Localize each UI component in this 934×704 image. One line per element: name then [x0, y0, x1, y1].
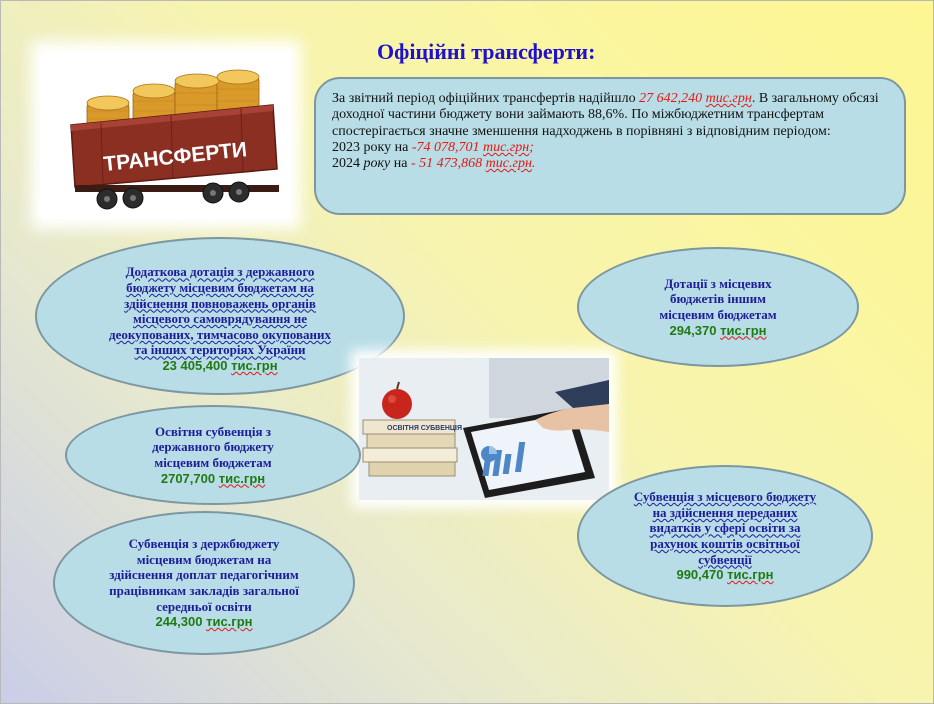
books-label: ОСВІТНЯ СУБВЕНЦІЯ — [387, 425, 463, 432]
teacher-payments-amount: 244,300 — [155, 614, 203, 630]
comparison-2024-unit: тис.грн — [485, 156, 532, 172]
teacher-payments-unit: тис.грн — [206, 614, 253, 630]
teacher-payments-text: Субвенція з держбюджету місцевим бюджетам на здійснення доплат педагогічним працівникам закладів загальної середньої освіти — [109, 536, 299, 614]
comparison-2023-value: -74 078,701 — [411, 139, 480, 155]
local-subsidies-text: Дотації з місцевих бюджетів іншим місцевим бюджетам — [659, 275, 777, 322]
wagon-label: ТРАНСФЕРТИ — [102, 138, 249, 177]
comparison-2024-value: - 51 473,868 — [410, 156, 483, 172]
tablet-illustration — [359, 358, 609, 500]
total-unit: тис.грн — [705, 91, 752, 106]
local-education-subvention-unit: тис.грн — [727, 567, 774, 583]
local-subsidies-unit: тис.грн — [720, 322, 767, 338]
page-title: Офіційні трансферти: — [377, 39, 596, 64]
education-subvention-image — [359, 358, 609, 500]
education-subvention-text: Освітня субвенція з державного бюджету місцевим бюджетам — [152, 423, 274, 470]
local-subsidies-amount: 294,370 — [669, 322, 717, 338]
education-subvention-amount: 2707,700 — [160, 470, 216, 486]
comparison-2024-on: на — [390, 156, 411, 172]
summary-text-2: . В загальному обсязі доходної частини бюджету вони займають 88,6%. По міжбюджетним трансфертам спостерігається значне зменшення надходжень в порівняні з відповідним періодом: — [332, 91, 879, 139]
oval-local-education-subvention — [577, 465, 873, 607]
additional-subsidy-amount: 23 405,400 — [162, 357, 228, 373]
comparison-2024-word: року — [363, 156, 391, 172]
transfers-summary-box — [314, 77, 906, 215]
local-education-subvention-text: Субвенція з місцевого бюджету на здійснення переданих видатків у сфері освіти за рахунок коштів освітньої субвенції — [633, 489, 817, 567]
transfers-train-image — [41, 51, 291, 219]
oval-additional-subsidy — [35, 237, 405, 395]
oval-teacher-payments — [53, 511, 355, 655]
additional-subsidy-text: Додаткова дотація з державного бюджету місцевим бюджетам на здійснення повноважень органів місцевого самоврядування не деокупованих, тимчасово окупованих та інших територіях України — [109, 264, 331, 358]
oval-local-subsidies — [577, 247, 859, 367]
total-amount: 27 642,240 — [639, 91, 703, 106]
local-education-subvention-amount: 990,470 — [676, 567, 724, 583]
comparison-2023-end: ; — [529, 139, 534, 155]
comparison-2023-label: 2023 року на — [332, 139, 412, 155]
comparison-2024-end: . — [531, 156, 536, 172]
comparison-2024-year: 2024 — [332, 156, 364, 172]
summary-text-1: За звітний період офіційних трансфертів надійшло — [332, 91, 640, 106]
education-subvention-unit: тис.грн — [218, 470, 266, 486]
books-icon — [363, 420, 462, 476]
train-car-illustration — [41, 51, 291, 219]
comparison-2023-unit: тис.грн — [482, 139, 530, 155]
additional-subsidy-unit: тис.грн — [231, 357, 278, 373]
oval-education-subvention — [65, 405, 361, 505]
